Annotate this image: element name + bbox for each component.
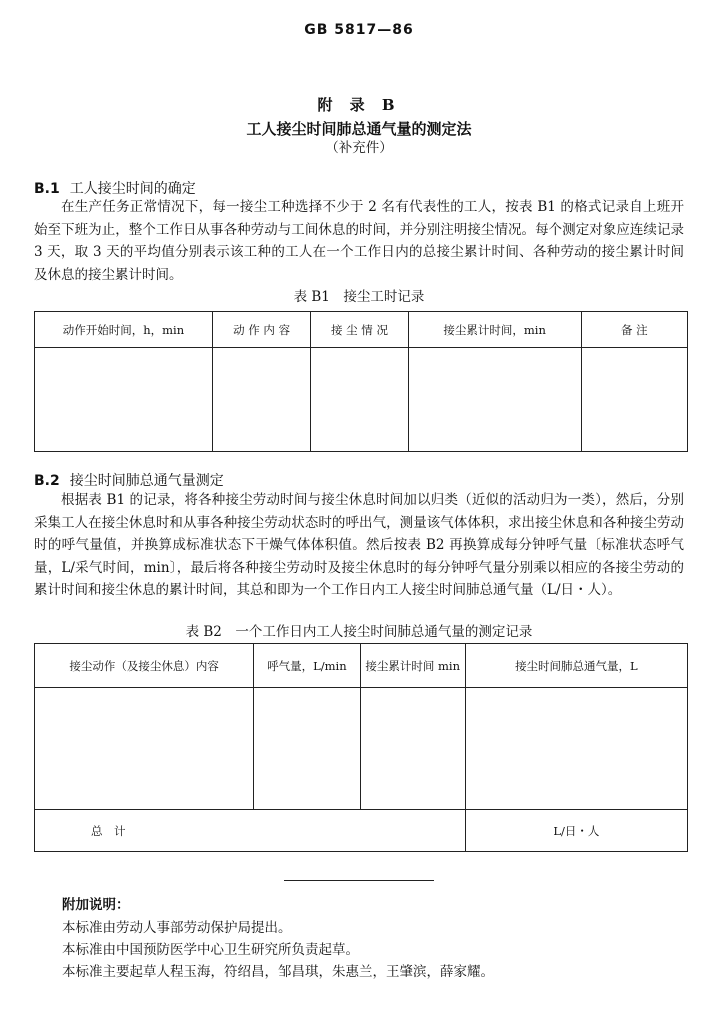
- table-b2-caption: 表 B2 一个工作日内工人接尘时间肺总通气量的测定记录: [185, 624, 533, 640]
- standard-code-header: GB 5817—86: [304, 22, 414, 38]
- section-b2-number: B.2: [34, 473, 60, 489]
- section-b2-title: 接尘时间肺总通气量测定: [69, 473, 224, 489]
- notes-divider: [284, 880, 434, 881]
- section-b2-heading: [34, 470, 224, 490]
- table-b1-empty-row: [35, 348, 688, 452]
- table-b2-header-cell: 接尘时间肺总通气量，L: [465, 644, 687, 688]
- appendix-subtitle: （补充件）: [325, 140, 393, 156]
- table-b2-total-row: [35, 810, 688, 852]
- table-b2-header-cell: 接尘累计时间 min: [360, 644, 465, 688]
- section-b1-text: 在生产任务正常情况下，每一接尘工种选择不少于 2 名有代表性的工人，按表 B1 的格式记录自上班开始至下班为止，整个工作日从事各种劳动与工间休息的时间，并分别注明接尘情况。每个测定对象应连续记录 3 天，取 3 天的平均值分别表示该工种的工人在一个工作日内的总接尘累计时间、各种劳动的接尘累计时间及休息的接尘累计时间。: [34, 199, 684, 283]
- table-b1-header-cell: 动 作 内 容: [212, 312, 310, 348]
- notes-line-2: 本标准由中国预防医学中心卫生研究所负责起草。: [62, 942, 359, 958]
- appendix-label: 附 录 B: [317, 96, 401, 114]
- table-b2-total-unit: L/日・人: [465, 810, 687, 852]
- table-b2-total-label: 总 计: [35, 810, 466, 852]
- table-b2: [34, 643, 688, 852]
- table-b2-header-cell: 接尘动作（及接尘休息）内容: [35, 644, 254, 688]
- table-b1-header-cell: 接 尘 情 况: [311, 312, 408, 348]
- table-b2-empty-row: [35, 688, 688, 810]
- table-b1-header-cell: 动作开始时间，h，min: [35, 312, 213, 348]
- table-b1-caption: 表 B1 接尘工时记录: [293, 289, 425, 305]
- section-b1-heading: [34, 178, 196, 198]
- notes-line-3: 本标准主要起草人程玉海，符绍昌，邹昌琪，朱惠兰，王肇滨，薛家耀。: [62, 964, 494, 980]
- section-b1-title: 工人接尘时间的确定: [69, 181, 196, 197]
- notes-title: 附加说明：: [62, 897, 130, 913]
- table-b1-header-cell: 接尘累计时间，min: [408, 312, 581, 348]
- section-b1-number: B.1: [34, 181, 60, 197]
- appendix-title: 工人接尘时间肺总通气量的测定法: [246, 120, 472, 138]
- table-b1: [34, 311, 688, 452]
- table-b1-header-cell: 备 注: [581, 312, 687, 348]
- table-b2-header-cell: 呼气量，L/min: [254, 644, 360, 688]
- section-b2-text: 根据表 B1 的记录，将各种接尘劳动时间与接尘休息时间加以归类（近似的活动归为一类），然后，分别采集工人在接尘休息时和从事各种接尘劳动状态时的呼出气，测量该气体体积，求出接尘休息和各种接尘劳动时的呼气量值，并换算成标准状态下干燥气体体积值。然后按表 B2 再换算成每分钟呼气量〔标准状态呼气量，L/采气时间，min〕，最后将各种接尘劳动时及接尘休息时的每分钟呼气量分别乘以相应的各接尘劳动的累计时间和接尘休息的累计时间，其总和即为一个工作日内工人接尘时间肺总通气量（L/日・人）。: [34, 492, 684, 598]
- notes-line-1: 本标准由劳动人事部劳动保护局提出。: [62, 920, 292, 936]
